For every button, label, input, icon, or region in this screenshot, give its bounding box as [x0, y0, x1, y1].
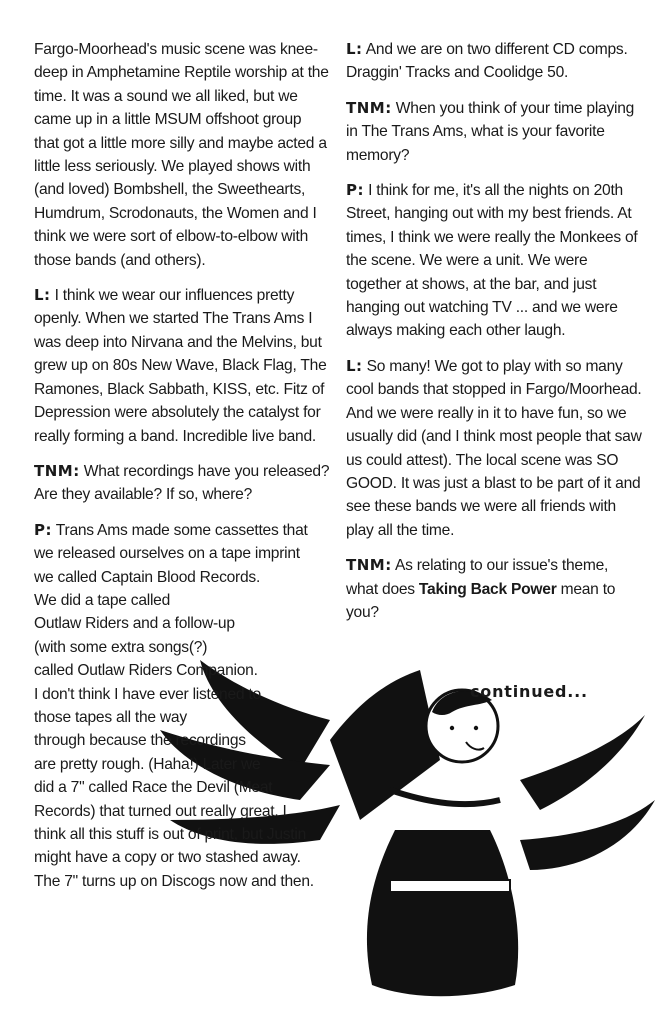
line: we called Captain Blood Records. [34, 568, 261, 586]
speaker-label: L: [346, 356, 363, 375]
paragraph-text: So many! We got to play with so many cool bands that stopped in Fargo/Moorhead. And we were really in it to have fun, so we usually did (and I think most people that saw us could attest). The local scene was SO GOOD. It was just a blast to be part of it and see these bands we were all friends with play all the time. [346, 357, 642, 539]
line: Outlaw Riders and a follow-up [34, 615, 235, 633]
line: are pretty rough. (Haha!) Later we [34, 755, 261, 773]
line: I don't think I have ever listened to [34, 685, 261, 703]
line: those tapes all the way [34, 708, 187, 726]
paragraph-text: mean to you? [346, 580, 616, 621]
continued-label: continued... [470, 682, 588, 701]
line: through because the recordings [34, 732, 246, 750]
paragraph-text: What recordings have you released? Are they available? If so, where? [34, 462, 330, 504]
paragraph-p-recordings [34, 519, 330, 894]
line: did a 7" called Race the Devil (Meat [34, 779, 273, 797]
speaker-label: P: [346, 181, 364, 200]
speaker-label: TNM: [346, 98, 392, 117]
speaker-label: L: [346, 40, 363, 58]
paragraph-text: And we are on two different CD comps. Draggin' Tracks and Coolidge 50. [346, 41, 628, 82]
right-column [346, 38, 644, 636]
line: Trans Ams made some cassettes that [52, 521, 308, 539]
paragraph-l-comps [346, 38, 644, 85]
paragraph-text: As relating to our issue's theme, what does [346, 557, 609, 598]
line: might have a copy or two stashed away. [34, 849, 301, 867]
paragraph-tnm-memory [346, 97, 644, 167]
paragraph-tnm-power [346, 554, 644, 624]
paragraph-text: When you think of your time playing in The Trans Ams, what is your favorite memory? [346, 99, 635, 164]
paragraph-text: I think we wear our influences pretty openly. When we started The Trans Ams I was deep into Nirvana and the Melvins, but grew up on 80s New Wave, Black Flag, The Ramones, Black Sabbath, KISS, etc. Fitz of Depression were absolutely the catalyst for really forming a band. Incredible live band. [34, 287, 327, 445]
line: we released ourselves on a tape imprint [34, 545, 300, 563]
line: called Outlaw Riders Companion. [34, 662, 258, 680]
paragraph-text: I think for me, it's all the nights on 20th Street, hanging out with my best friends. At times, I think we were really the Monkees of the scene. We were a unit. We were together at shows, at the bar, and just hanging out watching TV ... and we were always making each other laugh. [346, 182, 638, 340]
speaker-label: P: [34, 520, 52, 539]
line: think all this stuff is out of print, but Justin [34, 826, 307, 843]
line: The 7" turns up on Discogs now and then. [34, 872, 314, 890]
paragraph-l-memory [346, 355, 644, 542]
paragraph-p-memory [346, 179, 644, 343]
speaker-label: L: [34, 286, 51, 305]
line: Records) that turned out really great. I [34, 802, 287, 820]
speaker-label: TNM: [346, 556, 392, 575]
line: (with some extra songs(?) [34, 638, 208, 656]
theme-keyword: Taking Back Power [418, 580, 557, 598]
line: We did a tape called [34, 591, 171, 609]
paragraph-tnm-recordings [34, 460, 330, 507]
paragraph-intro: Fargo-Moorhead's music scene was knee-deep in Amphetamine Reptile worship at the time. It was a sound we all liked, but we came up in a little MSUM offshoot group that got a little more silly and maybe acted a little less seriously. We played shows with (and loved) Bombshell, the Sweethearts, Humdrum, Scrodonauts, the Women and I think we were sort of elbow-to-elbow with those bands (and others). [34, 41, 329, 269]
left-column [34, 38, 330, 905]
paragraph-l-influences [34, 284, 330, 448]
speaker-label: TNM: [34, 461, 80, 480]
